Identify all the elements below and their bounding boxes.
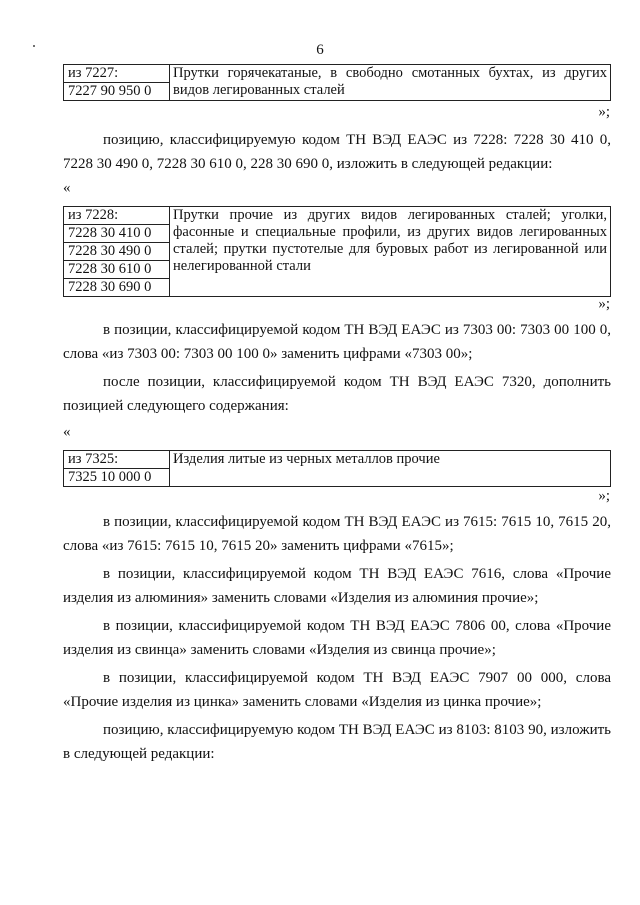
paragraph: в позиции, классифицируемой кодом ТН ВЭД ЕАЭС из 7303 00: 7303 00 100 0, слова «из 7303 00: 7303 00 100 0» заменить цифрами «7303 00»; <box>63 322 611 362</box>
paragraph: позицию, классифицируемую кодом ТН ВЭД ЕАЭС из 7228: 7228 30 410 0, 7228 30 490 0, 7228 30 610 0, 228 30 690 0, изложить в следующей редакции: <box>63 132 611 172</box>
description-cell: Изделия литые из черных металлов прочие <box>170 451 611 487</box>
description-cell: Прутки горячекатаные, в свободно смотанных бухтах, из других видов легированных сталей <box>170 65 611 101</box>
code-line: 7325 10 000 0 <box>68 469 152 485</box>
code-line: 7228 30 490 0 <box>64 243 169 261</box>
tariff-table-7325 <box>63 450 611 487</box>
code-cell <box>64 451 170 487</box>
closing-quote: »; <box>598 296 610 312</box>
paragraph: в позиции, классифицируемой кодом ТН ВЭД ЕАЭС из 7615: 7615 10, 7615 20, слова «из 7615: 7615 10, 7615 20» заменить цифрами «7615»; <box>63 514 611 554</box>
paragraph: позицию, классифицируемую кодом ТН ВЭД ЕАЭС из 8103: 8103 90, изложить в следующей редакции: <box>63 722 611 762</box>
code-line: 7228 30 690 0 <box>68 279 152 295</box>
code-line: 7228 30 410 0 <box>64 225 169 243</box>
code-line: из 7228: <box>64 207 169 225</box>
tariff-table-7227 <box>63 64 611 101</box>
paragraph: после позиции, классифицируемой кодом ТН ВЭД ЕАЭС 7320, дополнить позицией следующего содержания: <box>63 374 611 414</box>
tariff-table-7228 <box>63 206 611 297</box>
code-line: 7227 90 950 0 <box>68 83 152 99</box>
closing-quote: »; <box>598 104 610 120</box>
code-line: 7228 30 610 0 <box>64 261 169 279</box>
opening-quote: « <box>63 424 71 440</box>
page-number: 6 <box>316 42 324 58</box>
code-line: из 7325: <box>64 451 169 469</box>
paragraph: в позиции, классифицируемой кодом ТН ВЭД ЕАЭС 7806 00, слова «Прочие изделия из свинца» заменить словами «Изделия из свинца прочие»; <box>63 618 611 658</box>
code-line: из 7227: <box>64 65 169 83</box>
opening-quote: « <box>63 180 71 196</box>
code-cell <box>64 207 170 297</box>
paragraph: в позиции, классифицируемой кодом ТН ВЭД ЕАЭС 7616, слова «Прочие изделия из алюминия» заменить словами «Изделия из алюминия прочие»; <box>63 566 611 606</box>
code-cell <box>64 65 170 101</box>
paragraph: в позиции, классифицируемой кодом ТН ВЭД ЕАЭС 7907 00 000, слова «Прочие изделия из цинка» заменить словами «Изделия из цинка прочие»; <box>63 670 611 710</box>
closing-quote: »; <box>598 488 610 504</box>
description-cell: Прутки прочие из других видов легированных сталей; уголки, фасонные и специальные профили, из других видов легированных сталей; прутки пустотелые для буровых работ из легированной или нелегированной стали <box>170 207 611 297</box>
